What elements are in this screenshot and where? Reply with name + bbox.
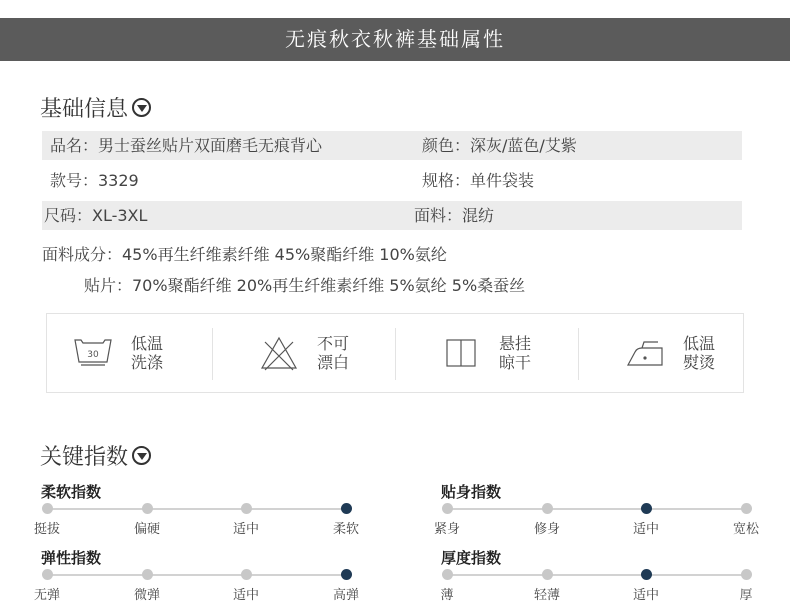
scale-label: 适中 [232, 588, 260, 603]
scale-label: 宽松 [732, 522, 760, 537]
scale-label: 适中 [232, 522, 260, 537]
scale-dot [442, 569, 453, 580]
scale-dot [241, 503, 252, 514]
key-index-heading-text: 关键指数 [40, 445, 129, 470]
basic-info-heading [40, 92, 151, 123]
chevron-down-circle-icon [132, 446, 151, 465]
care-wash-line1: 低温 [131, 334, 164, 353]
scale-dot-selected [341, 569, 352, 580]
svg-text:30: 30 [87, 350, 99, 360]
product-spec: 规格：单件袋装 [422, 171, 535, 190]
scale-track [47, 574, 347, 576]
care-dry-text [499, 334, 531, 372]
scale-dot-selected [341, 503, 352, 514]
care-instructions-panel [46, 313, 744, 393]
care-item-bleach [233, 314, 413, 394]
scale-label: 偏硬 [133, 522, 161, 537]
scale-name: 弹性指数 [41, 549, 102, 567]
product-color: 颜色：深灰/蓝色/艾紫 [422, 136, 577, 155]
scale-label: 无弹 [33, 588, 61, 603]
scale-dot [142, 569, 153, 580]
scale-dot-selected [641, 503, 652, 514]
size-range: 尺码：XL-3XL [44, 206, 148, 225]
scale-dot [42, 503, 53, 514]
page-banner-title: 无痕秋衣秋裤基础属性 [0, 18, 790, 61]
care-dry-line2: 晾干 [499, 353, 532, 372]
care-bleach-line1: 不可 [317, 334, 350, 353]
basic-info-heading-text: 基础信息 [40, 97, 129, 122]
divider [212, 328, 213, 380]
care-item-dry [415, 314, 595, 394]
scale-dot [542, 569, 553, 580]
scale-dot [42, 569, 53, 580]
scale-track [447, 574, 747, 576]
scale-track [447, 508, 747, 510]
care-bleach-text [317, 334, 349, 372]
info-row-name-color [42, 131, 742, 160]
scale-label: 适中 [632, 522, 660, 537]
patch-composition: 贴片：70%聚酯纤维 20%再生纤维素纤维 5%氨纶 5%桑蚕丝 [84, 276, 526, 295]
scale-name: 厚度指数 [441, 549, 502, 567]
scale-dot [142, 503, 153, 514]
scale-label: 紧身 [433, 522, 461, 537]
care-wash-text [131, 334, 163, 372]
model-number: 款号：3329 [50, 171, 139, 190]
scale-label: 适中 [632, 588, 660, 603]
divider [395, 328, 396, 380]
scale-track [47, 508, 347, 510]
care-wash-line2: 洗涤 [131, 353, 164, 372]
scale-label: 轻薄 [533, 588, 561, 603]
scale-label: 柔软 [332, 522, 360, 537]
scale-name: 柔软指数 [41, 483, 102, 501]
care-bleach-line2: 漂白 [317, 353, 350, 372]
scale-label: 薄 [440, 588, 454, 603]
no-bleach-icon [259, 334, 299, 372]
scale-dot [741, 503, 752, 514]
key-index-heading [40, 440, 151, 471]
scale-label: 厚 [739, 588, 753, 603]
scale-dot [542, 503, 553, 514]
scale-label: 微弹 [133, 588, 161, 603]
divider [578, 328, 579, 380]
iron-low-icon [625, 334, 665, 372]
care-item-iron [599, 314, 779, 394]
scale-name: 贴身指数 [441, 483, 502, 501]
scale-label: 修身 [533, 522, 561, 537]
scale-dot [741, 569, 752, 580]
scale-dot [442, 503, 453, 514]
scale-dot-selected [641, 569, 652, 580]
product-name: 品名：男士蚕丝贴片双面磨毛无痕背心 [50, 136, 323, 155]
info-row-size-fabric [42, 201, 742, 230]
scale-label: 高弹 [332, 588, 360, 603]
care-iron-line2: 熨烫 [683, 353, 716, 372]
fabric-composition: 面料成分：45%再生纤维素纤维 45%聚酯纤维 10%氨纶 [42, 245, 447, 264]
care-dry-line1: 悬挂 [499, 334, 532, 353]
info-row-model-spec [42, 166, 742, 195]
care-iron-text [683, 334, 715, 372]
scale-label: 挺拔 [33, 522, 61, 537]
scale-dot [241, 569, 252, 580]
care-item-wash [47, 314, 227, 394]
care-iron-line1: 低温 [683, 334, 716, 353]
hang-dry-icon [441, 334, 481, 372]
chevron-down-circle-icon [132, 98, 151, 117]
fabric-type: 面料：混纺 [414, 206, 495, 225]
wash-30-icon [73, 334, 113, 372]
